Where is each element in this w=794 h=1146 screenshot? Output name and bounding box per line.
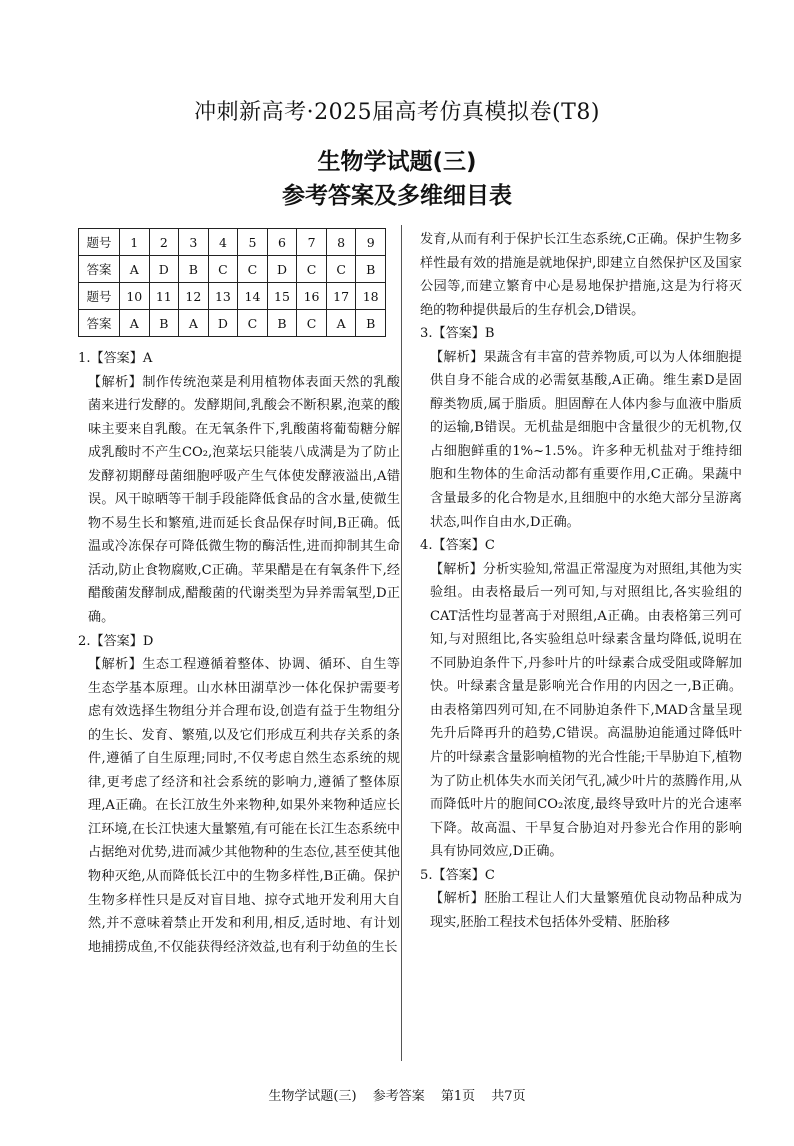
table-cell: C [297, 256, 327, 283]
question-2-explanation: 【解析】生态工程遵循着整体、协调、循环、自生等生态学基本原理。山水林田湖草沙一体化保护需要考虑有效选择生物组分并合理布设,创造有益于生物组分的生长、发育、繁殖,以及它们形成互利共存关系的条件,遵循了自生原理;同时,不仅考虑自然生态系统的规律,更考虑了经济和社会系统的影响力,遵循了整体原理,A正确。在长江放生外来物种,如果外来物种适应长江环境,在长江快速大量繁殖,有可能在长江生态系统中占据绝对优势,进而减少其他物种的生态位,甚至使其他物种灭绝,从而降低长江中的生物多样性,B正确。保护生物多样性只是反对盲目地、掠夺式地开发利用大自然,并不意味着禁止开发和利用,相反,适时地、有计划地捕捞成鱼,不仅能获得经济效益,也有利于幼鱼的生长 [88, 657, 400, 955]
question-1-explanation: 【解析】制作传统泡菜是利用植物体表面天然的乳酸菌来进行发酵的。发酵期间,乳酸会不断积累,泡菜的酸味主要来自乳酸。在无氧条件下,乳酸菌将葡萄糖分解成乳酸时不产生CO₂,泡菜坛只能装八成满是为了防止发酵初期酵母菌细胞呼吸产生气体使发酵液溢出,A错误。风干晾晒等干制手段能降低食品的含水量,使微生物不易生长和繁殖,进而延长食品保存时间,B正确。低温或冷冻保存可降低微生物的酶活性,进而抑制其生命活动,防止食物腐败,C正确。苹果醋是在有氧条件下,经醋酸菌发酵制成,醋酸菌的代谢类型为异养需氧型,D正确。 [88, 374, 400, 626]
table-cell: 18 [356, 283, 386, 310]
table-cell: 答案 [79, 310, 120, 337]
footer-total-pages: 共7页 [491, 1089, 526, 1104]
column-divider [401, 225, 402, 1061]
table-cell: D [149, 256, 179, 283]
table-cell: 4 [208, 229, 238, 256]
table-cell: B [356, 310, 386, 337]
table-cell: 12 [179, 283, 209, 310]
table-cell: C [238, 256, 268, 283]
table-cell: 3 [179, 229, 209, 256]
table-row [79, 229, 386, 256]
table-cell: C [208, 256, 238, 283]
table-cell: 7 [297, 229, 327, 256]
footer-subject: 生物学试题(三) [268, 1089, 357, 1104]
question-3-explanation: 【解析】果蔬含有丰富的营养物质,可以为人体细胞提供自身不能合成的必需氨基酸,A正确。维生素D是固醇类物质,属于脂质。胆固醇在人体内参与血液中脂质的运输,B错误。无机盐是细胞中含量很少的无机物,仅占细胞鲜重的1%~1.5%。许多种无机盐对于维持细胞和生物体的生命活动都有重要作用,C正确。果蔬中含量最多的化合物是水,且细胞中的水绝大部分呈游离状态,叫作自由水,D正确。 [430, 349, 742, 530]
table-cell: A [120, 256, 150, 283]
page-title: 冲刺新高考·2025届高考仿真模拟卷(T8) [194, 100, 600, 125]
table-cell: C [326, 256, 356, 283]
table-cell: 9 [356, 229, 386, 256]
question-1-answer: 1.【答案】A [78, 351, 153, 366]
table-cell: 5 [238, 229, 268, 256]
table-row [79, 256, 386, 283]
question-4-explanation: 【解析】分析实验知,常温正常湿度为对照组,其他为实验组。由表格最后一列可知,与对照组比,各实验组的CAT活性均显著高于对照组,A正确。由表格第三列可知,与对照组比,各实验组总叶绿素含量均降低,说明在不同胁迫条件下,丹参叶片的叶绿素合成受阻或降解加快。叶绿素含量是影响光合作用的内因之一,B正确。由表格第四列可知,在不同胁迫条件下,MAD含量呈现先升后降再升的趋势,C错误。高温胁迫能通过降低叶片的叶绿素含量影响植物的光合性能;干旱胁迫下,植物为了防止机体失水而关闭气孔,减少叶片的蒸腾作用,从而降低叶片的胞间CO₂浓度,最终导致叶片的光合速率下降。故高温、干旱复合胁迫对丹参光合作用的影响具有协同效应,D正确。 [430, 561, 742, 860]
table-cell: A [326, 310, 356, 337]
exam-subtitle: 生物学试题(三) [317, 149, 477, 175]
footer-page-number: 第1页 [440, 1089, 476, 1104]
left-column [78, 228, 400, 959]
question-5-explanation: 【解析】胚胎工程让人们大量繁殖优良动物品种成为现实,胚胎工程技术包括体外受精、胚胎移 [430, 891, 742, 930]
table-cell: 17 [326, 283, 356, 310]
footer-label: 参考答案 [372, 1089, 425, 1104]
question-4-answer: 4.【答案】C [420, 538, 495, 554]
table-cell: 11 [149, 283, 179, 310]
answer-table [78, 228, 386, 337]
question-2-answer: 2.【答案】D [78, 633, 154, 649]
table-cell: D [208, 310, 238, 337]
table-cell: B [149, 310, 179, 337]
table-cell: 10 [120, 283, 150, 310]
table-cell: B [356, 256, 386, 283]
table-row [79, 310, 386, 337]
right-column [420, 228, 742, 934]
table-cell: B [267, 310, 297, 337]
table-cell: 1 [120, 229, 150, 256]
table-cell: D [267, 256, 297, 283]
table-cell: 15 [267, 283, 297, 310]
table-cell: 6 [267, 229, 297, 256]
question-3-answer: 3.【答案】B [420, 326, 495, 342]
table-cell: C [297, 310, 327, 337]
answer-subtitle: 参考答案及多维细目表 [282, 183, 512, 209]
question-2-explanation-continued: 发育,从而有利于保护长江生态系统,C正确。保护生物多样性最有效的措施是就地保护,即建立自然保护区及国家公园等,而建立繁育中心是易地保护措施,这是为行将灭绝的物种提供最后的生存机会,D错误。 [420, 232, 742, 318]
page-footer [0, 1085, 794, 1104]
table-cell: C [238, 310, 268, 337]
table-cell: 16 [297, 283, 327, 310]
table-row [79, 283, 386, 310]
question-5-answer: 5.【答案】C [420, 867, 495, 883]
table-cell: 题号 [79, 283, 120, 310]
table-cell: 答案 [79, 256, 120, 283]
table-cell: 题号 [79, 229, 120, 256]
table-cell: B [179, 256, 209, 283]
table-cell: 2 [149, 229, 179, 256]
table-cell: 8 [326, 229, 356, 256]
table-cell: A [179, 310, 209, 337]
table-cell: 14 [238, 283, 268, 310]
table-cell: A [120, 310, 150, 337]
table-cell: 13 [208, 283, 238, 310]
